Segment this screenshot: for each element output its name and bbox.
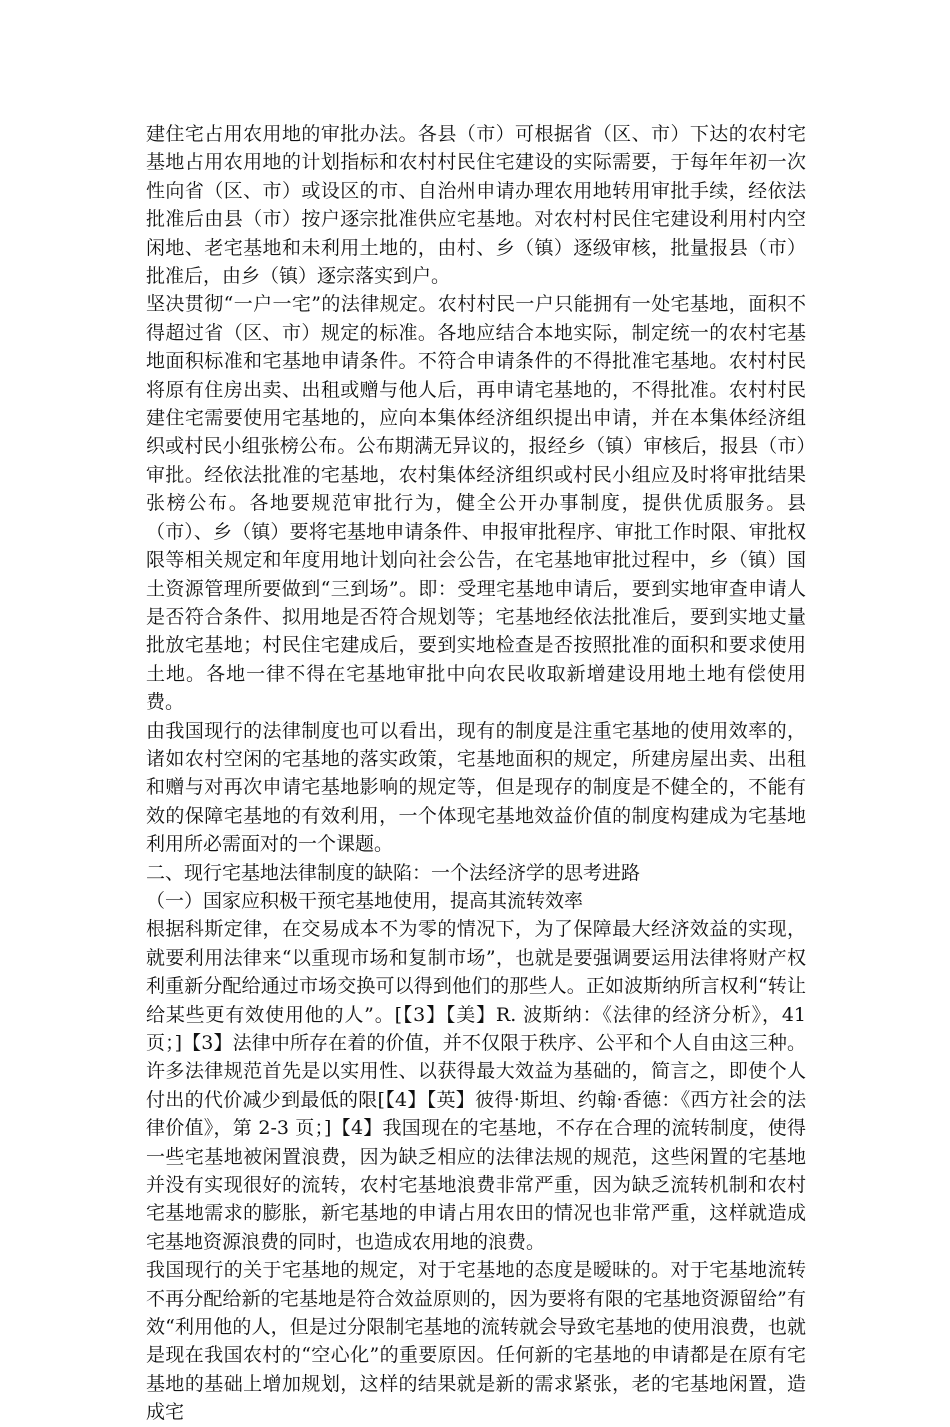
paragraph-current-regulation: 我国现行的关于宅基地的规定，对于宅基地的态度是暧昧的。对于宅基地流转不再分配给新的宅基地是符合效益原则的，因为要将有限的宅基地资源留给”有效“利用他的人，但是过分限制宅基地的流转就会导致宅基地的使用浪费，也就是现在我国农村的“空心化”的重要原因。任何新的宅基地的申请都是在原有宅基地的基础上增加规划，这样的结果就是新的需求紧张，老的宅基地闲置，造成宅 bbox=[146, 1259, 806, 1424]
paragraph-homestead-approval: 建住宅占用农用地的审批办法。各县（市）可根据省（区、市）下达的农村宅基地占用农用地的计划指标和农村村民住宅建设的实际需要，于每年年初一次性向省（区、市）或设区的市、自治州申请办理农用地转用审批手续，经依法批准后由县（市）按户逐宗批准供应宅基地。对农村村民住宅建设利用村内空闲地、老宅基地和未利用土地的，由村、乡（镇）逐级审核，批量报县（市）批准后，由乡（镇）逐宗落实到户。 bbox=[146, 123, 806, 288]
subsection-heading: （一）国家应积极干预宅基地使用，提高其流转效率 bbox=[146, 889, 584, 912]
document-body bbox=[146, 120, 806, 1427]
paragraph-coase-theorem: 根据科斯定律，在交易成本不为零的情况下，为了保障最大经济效益的实现，就要利用法律来“以重现市场和复制市场”，也就是要强调要运用法律将财产权利重新分配给通过市场交换可以得到他们的那些人。正如波斯纳所言权利“转让给某些更有效使用他的人”。[【3】【美】R. 波斯纳：《法律的经济分析》，41 页；]【3】法律中所存在着的价值，并不仅限于秩序、公平和个人自由这三种。许多法律规范首先是以实用性、以获得最大效益为基础的，简言之，即使个人付出的代价减少到最低的限[【4】【英】彼得·斯坦、约翰·香德：《西方社会的法律价值》，第 2-3 页；]【4】我国现在的宅基地，不存在合理的流转制度，使得一些宅基地被闲置浪费，因为缺乏相应的法律法规的规范，这些闲置的宅基地并没有实现很好的流转，农村宅基地浪费非常严重，因为缺乏流转机制和农村宅基地需求的膨胀，新宅基地的申请占用农田的情况也非常严重，这样就造成宅基地资源浪费的同时，也造成农用地的浪费。 bbox=[146, 918, 806, 1253]
paragraph-current-system: 由我国现行的法律制度也可以看出，现有的制度是注重宅基地的使用效率的，诸如农村空闲的宅基地的落实政策，宅基地面积的规定，所建房屋出卖、出租和赠与对再次申请宅基地影响的规定等，但是现存的制度是不健全的，不能有效的保障宅基地的有效利用，一个体现宅基地效益价值的制度构建成为宅基地利用所必需面对的一个课题。 bbox=[146, 719, 806, 856]
section-heading: 二、现行宅基地法律制度的缺陷：一个法经济学的思考进路 bbox=[146, 861, 641, 884]
paragraph-one-household-one-homestead: 坚决贯彻“一户一宅”的法律规定。农村村民一户只能拥有一处宅基地，面积不得超过省（区、市）规定的标准。各地应结合本地实际，制定统一的农村宅基地面积标准和宅基地申请条件。不符合申请条件的不得批准宅基地。农村村民将原有住房出卖、出租或赠与他人后，再申请宅基地的，不得批准。农村村民建住宅需要使用宅基地的，应向本集体经济组织提出申请，并在本集体经济组织或村民小组张榜公布。公布期满无异议的，报经乡（镇）审核后，报县（市）审批。经依法批准的宅基地，农村集体经济组织或村民小组应及时将审批结果张榜公布。各地要规范审批行为，健全公开办事制度，提供优质服务。县（市）、乡（镇）要将宅基地申请条件、申报审批程序、审批工作时限、审批权限等相关规定和年度用地计划向社会公告，在宅基地审批过程中，乡（镇）国土资源管理所要做到“三到场”。即：受理宅基地申请后，要到实地审查申请人是否符合条件、拟用地是否符合规划等；宅基地经依法批准后，要到实地丈量批放宅基地；村民住宅建成后，要到实地检查是否按照批准的面积和要求使用土地。各地一律不得在宅基地审批中向农民收取新增建设用地土地有偿使用费。 bbox=[146, 293, 806, 714]
